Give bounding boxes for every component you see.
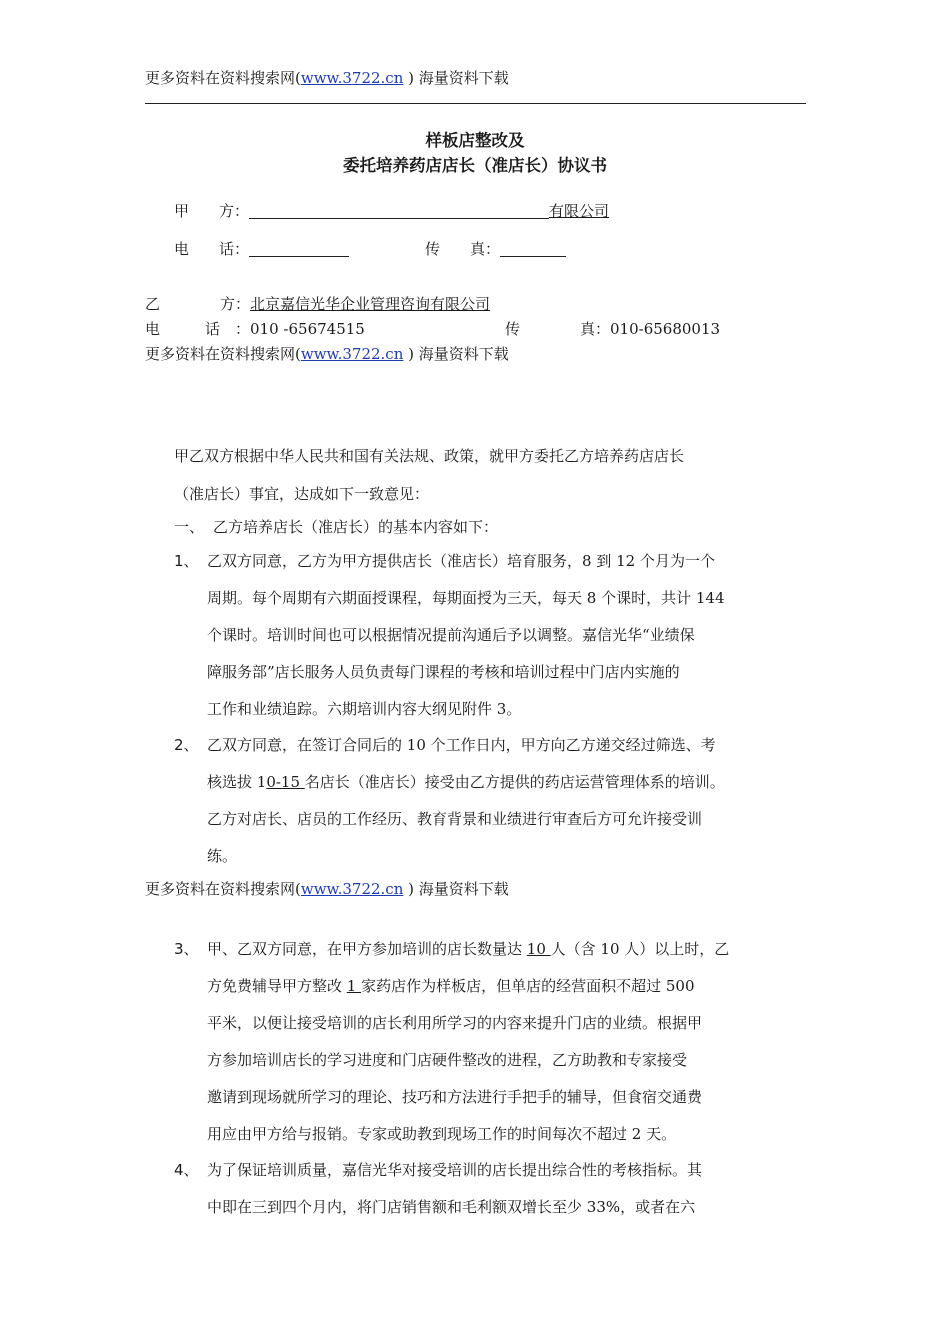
party-b-fax-label: 传 真： [505,320,611,338]
party-b-fax-row [505,318,720,339]
party-a-phone-label: 电 话： [174,240,250,258]
party-b-phone-label: 电 话 ： [145,320,251,338]
banner-suffix: ) 海量资料下载 [403,345,509,363]
clause-2-line-1: 乙双方同意，在签订合同后的 10 个工作日内，甲方向乙方递交经过筛选、考 [207,736,716,754]
banner-prefix: 更多资料在资料搜索网( [145,345,301,363]
clause-4-line-1: 为了保证培训质量，嘉信光华对接受培训的店长提出综合性的考核指标。其 [207,1161,703,1179]
clause-1-line: 周期。每个周期有六期面授课程，每期面授为三天，每天 8 个课时，共计 144 [207,589,725,607]
clause-3-line-5: 邀请到现场就所学习的理论、技巧和方法进行手把手的辅导，但食宿交通费 [207,1088,703,1106]
intro-line-1: 甲乙双方根据中华人民共和国有关法规、政策，就甲方委托乙方培养药店店长 [174,447,685,465]
party-b-fax: 010-65680013 [610,320,721,338]
section-1-heading: 乙方培养店长（准店长）的基本内容如下： [213,518,499,536]
banner-repeat-1 [145,343,509,364]
clause-2-count-range: 0-15 [266,773,305,791]
clause-3-line-4: 方参加培训店长的学习进度和门店硬件整改的进程，乙方助教和专家接受 [207,1051,688,1069]
clause-4-line-2: 中即在三到四个月内，将门店销售额和毛利额双增长至少 33%，或者在六 [207,1198,696,1216]
clause-2-number: 2、 [174,736,199,754]
party-a-company-suffix: 有限公司 [549,202,610,220]
banner-repeat-2 [145,878,509,899]
party-b-phone: 010 -65674515 [250,320,365,338]
header-banner [145,67,509,88]
clause-3-line-3: 平米，以便让接受培训的店长利用所学习的内容来提升门店的业绩。根据甲 [207,1014,703,1032]
party-b-row [145,293,490,314]
party-a-fax-label: 传 真： [425,240,501,258]
clause-1-line: 个课时。培训时间也可以根据情况提前沟通后予以调整。嘉信光华“业绩保 [207,626,695,644]
header-divider [145,103,806,104]
clause-3-line-2-b: 家药店作为样板店，但单店的经营面积不超过 500 [361,977,695,995]
clause-3-line-1-b: 人（含 10 人）以上时，乙 [550,940,730,958]
party-b-label: 乙 方： [145,295,251,313]
title-line-1: 样板店整改及 [425,131,525,150]
clause-3-line-1 [207,938,729,959]
banner-link[interactable]: www.3722.cn [300,345,404,363]
banner-suffix: ) 海量资料下载 [403,69,509,87]
clause-3-line-6: 用应由甲方给与报销。专家或助教到现场工作的时间每次不超过 2 天。 [207,1125,677,1143]
clause-3-line-2-a: 方免费辅导甲方整改 [207,977,347,995]
clause-2-line-2-a: 核选拔 1 [207,773,267,791]
clause-3-store-count: 10 [526,940,551,958]
clause-1-number: 1、 [174,552,199,570]
clause-1-line: 乙双方同意，乙方为甲方提供店长（准店长）培育服务，8 到 12 个月为一个 [207,552,715,570]
party-a-fax-row [425,238,566,259]
clause-2-line-2 [207,771,725,792]
clause-1-line: 工作和业绩追踪。六期培训内容大纲见附件 3。 [207,700,522,718]
banner-suffix: ) 海量资料下载 [403,880,509,898]
clause-2-line-4: 练。 [207,847,238,865]
party-b-phone-row [145,318,365,339]
party-a-phone-row [174,238,349,259]
clause-3-line-1-a: 甲、乙双方同意，在甲方参加培训的店长数量达 [207,940,527,958]
party-a-fax-blank[interactable] [500,241,566,257]
party-b-company: 北京嘉信光华企业管理咨询有限公司 [250,295,491,313]
banner-link[interactable]: www.3722.cn [300,69,404,87]
clause-2-line-3: 乙方对店长、店员的工作经历、教育背景和业绩进行审查后方可允许接受训 [207,810,703,828]
party-a-company-blank[interactable] [249,203,549,219]
title-line-2: 委托培养药店店长（准店长）协议书 [343,156,607,175]
clause-3-number: 3、 [174,940,199,958]
banner-link[interactable]: www.3722.cn [300,880,404,898]
section-1-number: 一、 [174,518,205,536]
banner-prefix: 更多资料在资料搜索网( [145,880,301,898]
clause-2-line-2-b: 名店长（准店长）接受由乙方提供的药店运营管理体系的培训。 [304,773,725,791]
banner-prefix: 更多资料在资料搜索网( [145,69,301,87]
clause-4-number: 4、 [174,1161,199,1179]
intro-line-2: （准店长）事宜，达成如下一致意见： [174,485,430,503]
party-a-row [174,200,609,221]
clause-3-sample-count: 1 [346,977,362,995]
party-a-phone-blank[interactable] [249,241,349,257]
clause-3-line-2 [207,975,695,996]
party-a-label: 甲 方： [174,202,250,220]
clause-1-line: 障服务部”店长服务人员负责每门课程的考核和培训过程中门店内实施的 [207,663,680,681]
